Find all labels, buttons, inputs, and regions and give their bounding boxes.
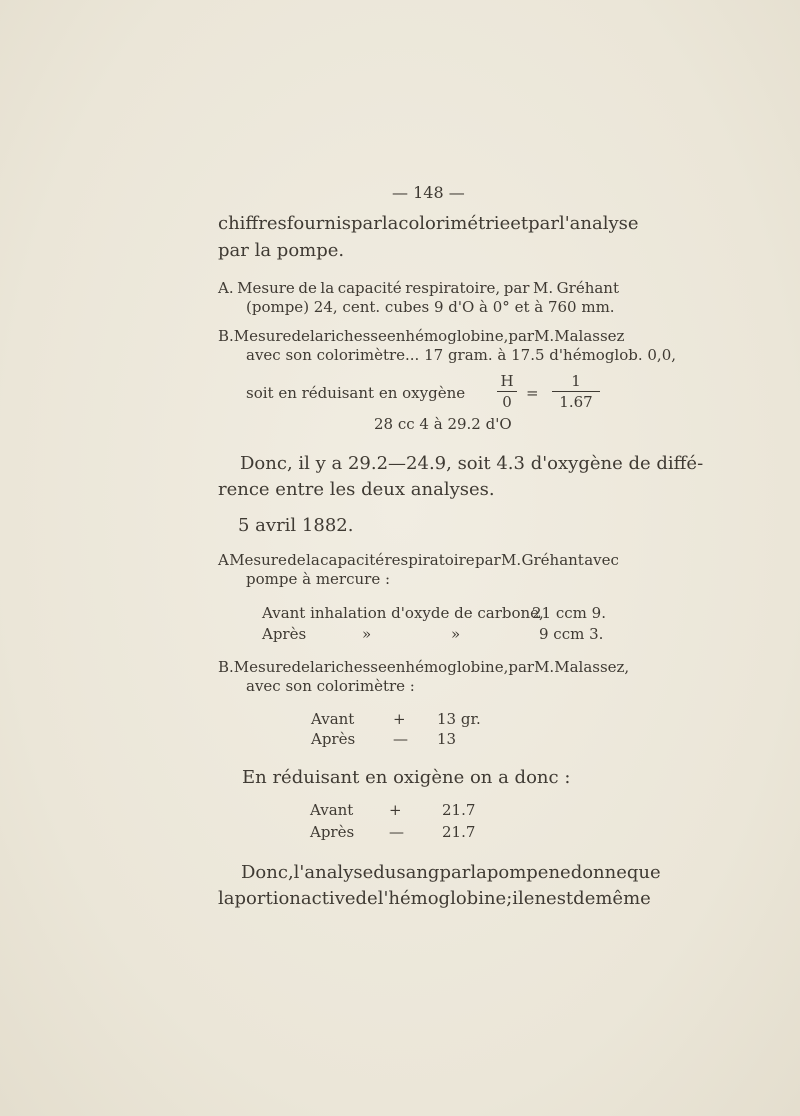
hemo-row-apres-sign: —: [393, 730, 408, 748]
intro-line-1: chiffres fournis par la colorimétrie et par l'analyse: [218, 213, 639, 234]
oxy-row-avant-value: 21.7: [442, 801, 476, 819]
fraction-1-denominator: 0: [502, 393, 512, 411]
hemo-row-apres-label: Après: [311, 730, 356, 748]
page-number: — 148 —: [392, 183, 465, 202]
pump-row-apres-value: 9 ccm 3.: [539, 625, 604, 643]
conclusion-1-line-2: rence entre les deux analyses.: [218, 479, 495, 500]
fraction-bar: [497, 391, 517, 392]
formula-fraction-1: [497, 372, 517, 411]
hemo-row-avant-label: Avant: [311, 710, 355, 728]
item-a1-line-2: (pompe) 24, cent. cubes 9 d'O à 0° et à 760 mm.: [246, 298, 615, 316]
formula-result: 28 cc 4 à 29.2 d'O: [374, 415, 512, 433]
hemo-row-apres-value: 13: [437, 730, 457, 748]
ditto-mark: »: [362, 625, 372, 643]
reduction-heading: En réduisant en oxigène on a donc :: [242, 767, 571, 788]
hemo-row-avant-sign: +: [393, 710, 406, 728]
item-a1-line-1: A. Mesure de la capacité respiratoire, par M. Gréhant: [218, 279, 619, 297]
ditto-mark: »: [451, 625, 461, 643]
oxy-row-avant-label: Avant: [310, 801, 354, 819]
oxy-row-apres-value: 21.7: [442, 823, 476, 841]
hemo-row-avant-value: 13 gr.: [437, 710, 481, 728]
date-heading: 5 avril 1882.: [238, 515, 354, 536]
conclusion-2-line-2: la portion active de l'hémoglobine ; il en est de même: [218, 888, 651, 909]
item-b2-line-2: avec son colorimètre :: [246, 677, 415, 695]
item-b2-line-1: B. Mesure de la richesse en hémoglobine, par M. Malassez,: [218, 658, 630, 676]
conclusion-1-line-1: Donc, il y a 29.2—24.9, soit 4.3 d'oxygène de diffé-: [240, 453, 704, 474]
pump-row-apres-label: Après: [262, 625, 307, 643]
formula-label: soit en réduisant en oxygène: [246, 384, 466, 402]
fraction-2-denominator: 1.67: [559, 393, 593, 411]
fraction-2-numerator: 1: [571, 372, 581, 390]
item-b1-line-1: B. Mesure de la richesse en hémoglobine, par M. Malassez: [218, 327, 625, 345]
fraction-1-numerator: H: [500, 372, 514, 390]
intro-line-2: par la pompe.: [218, 240, 345, 261]
pump-row-avant-value: 21 ccm 9.: [532, 604, 606, 622]
conclusion-2-line-1: Donc, l'analyse du sang par la pompe ne donne que: [241, 862, 661, 883]
item-a2-line-1: A Mesure de la capacité respiratoire par M. Gréhant avec: [218, 551, 619, 569]
fraction-bar: [552, 391, 600, 392]
item-a2-line-2: pompe à mercure :: [246, 570, 391, 588]
oxy-row-avant-sign: +: [389, 801, 402, 819]
oxy-row-apres-sign: —: [389, 823, 404, 841]
formula-equals: =: [526, 384, 539, 402]
oxy-row-apres-label: Après: [310, 823, 355, 841]
pump-row-avant-label: Avant inhalation d'oxyde de carbone,: [262, 604, 544, 622]
item-b1-line-2: avec son colorimètre... 17 gram. à 17.5 d'hémoglob. 0,0,: [246, 346, 677, 364]
formula-fraction-2: [552, 372, 600, 411]
